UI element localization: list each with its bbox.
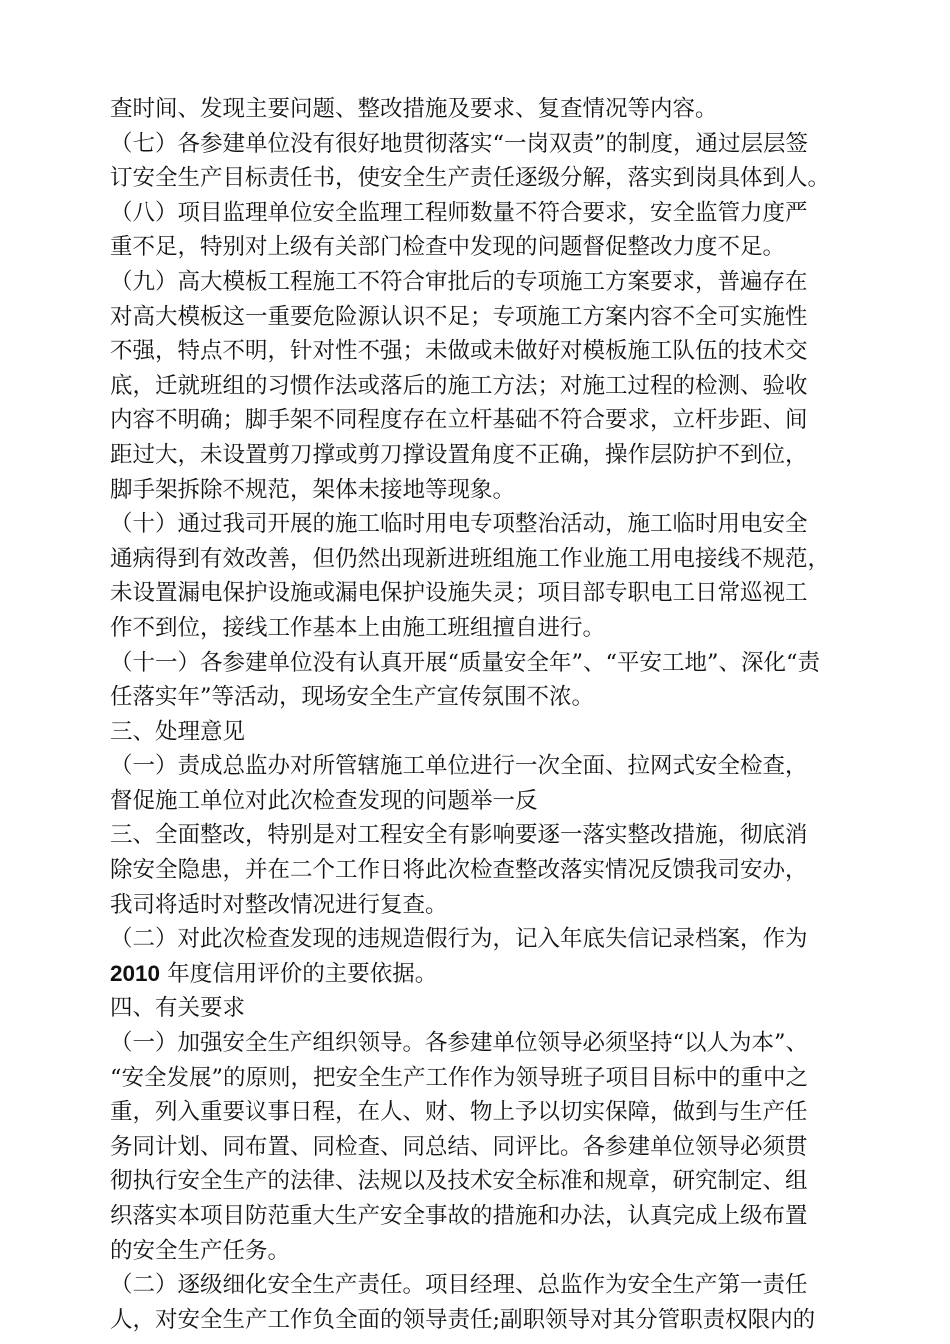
text-line: 未设置漏电保护设施或漏电保护设施失灵；项目部专职电工日常巡视工: [110, 580, 808, 607]
text-line: 彻执行安全生产的法律、法规以及技术安全标准和规章，研究制定、组: [110, 1168, 808, 1195]
text-line: 底，迁就班组的习惯作法或落后的施工方法；对施工过程的检测、验收: [110, 372, 808, 399]
text-line: 督促施工单位对此次检查发现的问题举一反: [110, 787, 538, 814]
text-line: “安全发展”的原则，把安全生产工作作为领导班子项目目标中的重中之: [110, 1064, 809, 1091]
text-line: 订安全生产目标责任书，使安全生产责任逐级分解，落实到岗具体到人。: [110, 165, 831, 192]
text-line: 任落实年”等活动，现场安全生产宣传氛围不浓。: [110, 684, 595, 711]
text-line: 内容不明确；脚手架不同程度存在立杆基础不符合要求，立杆步距、间: [110, 407, 808, 434]
text-line: （二）对此次检查发现的违规造假行为，记入年底失信记录档案，作为: [110, 926, 808, 953]
text-line: 我司将适时对整改情况进行复查。: [110, 891, 448, 918]
text-line: 作不到位，接线工作基本上由施工班组擅自进行。: [110, 614, 606, 641]
text-line: 查时间、发现主要问题、整改措施及要求、复查情况等内容。: [110, 96, 718, 122]
text-line: （十）通过我司开展的施工临时用电专项整治活动，施工临时用电安全: [110, 511, 808, 538]
section-heading: 四、有关要求: [110, 995, 246, 1022]
text-line: （八）项目监理单位安全监理工程师数量不符合要求，安全监管力度严: [110, 199, 808, 226]
text-line: 通病得到有效改善，但仍然出现新进班组施工作业施工用电接线不规范，: [110, 545, 831, 572]
text-fragment: 年度信用评价的主要依据。: [167, 960, 438, 987]
text-line: （九）高大模板工程施工不符合审批后的专项施工方案要求，普遍存在: [110, 268, 808, 295]
text-line: 除安全隐患，并在二个工作日将此次检查整改落实情况反馈我司安办，: [110, 857, 808, 884]
text-line: [110, 957, 850, 992]
text-line: 织落实本项目防范重大生产安全事故的措施和办法，认真完成上级布置: [110, 1203, 808, 1229]
text-line: 人，对安全生产工作负全面的领导责任;副职领导对其分管职责权限内的: [110, 1306, 816, 1333]
text-line: （一）责成总监办对所管辖施工单位进行一次全面、拉网式安全检查，: [110, 753, 808, 780]
text-line: 距过大，未设置剪刀撑或剪刀撑设置角度不正确，操作层防护不到位，: [110, 441, 808, 468]
document-body: [110, 92, 850, 1337]
text-line: 务同计划、同布置、同检查、同总结、同评比。各参建单位领导必须贯: [110, 1133, 808, 1160]
text-line: 对高大模板这一重要危险源认识不足；专项施工方案内容不全可实施性: [110, 303, 808, 330]
text-line: 重，列入重要议事日程，在人、财、物上予以切实保障，做到与生产任: [110, 1099, 808, 1126]
text-line: （十一）各参建单位没有认真开展“质量安全年”、“平安工地”、深化“责: [110, 649, 821, 676]
text-line: （二）逐级细化安全生产责任。项目经理、总监作为安全生产第一责任: [110, 1272, 808, 1299]
text-line: （一）加强安全生产组织领导。各参建单位领导必须坚持“以人为本”、: [110, 1030, 809, 1057]
text-line: 三、全面整改，特别是对工程安全有影响要逐一落实整改措施，彻底消: [110, 822, 808, 849]
text-line: 脚手架拆除不规范，架体未接地等现象。: [110, 476, 516, 503]
section-heading: 三、处理意见: [110, 718, 246, 745]
text-line: （七）各参建单位没有很好地贯彻落实“一岗双责”的制度，通过层层签: [110, 130, 809, 157]
text-line: 不强，特点不明，针对性不强；未做或未做好对模板施工队伍的技术交: [110, 338, 808, 365]
text-line: 的安全生产任务。: [110, 1237, 291, 1264]
text-line: 重不足，特别对上级有关部门检查中发现的问题督促整改力度不足。: [110, 234, 786, 261]
year-number: 2010: [110, 960, 161, 986]
